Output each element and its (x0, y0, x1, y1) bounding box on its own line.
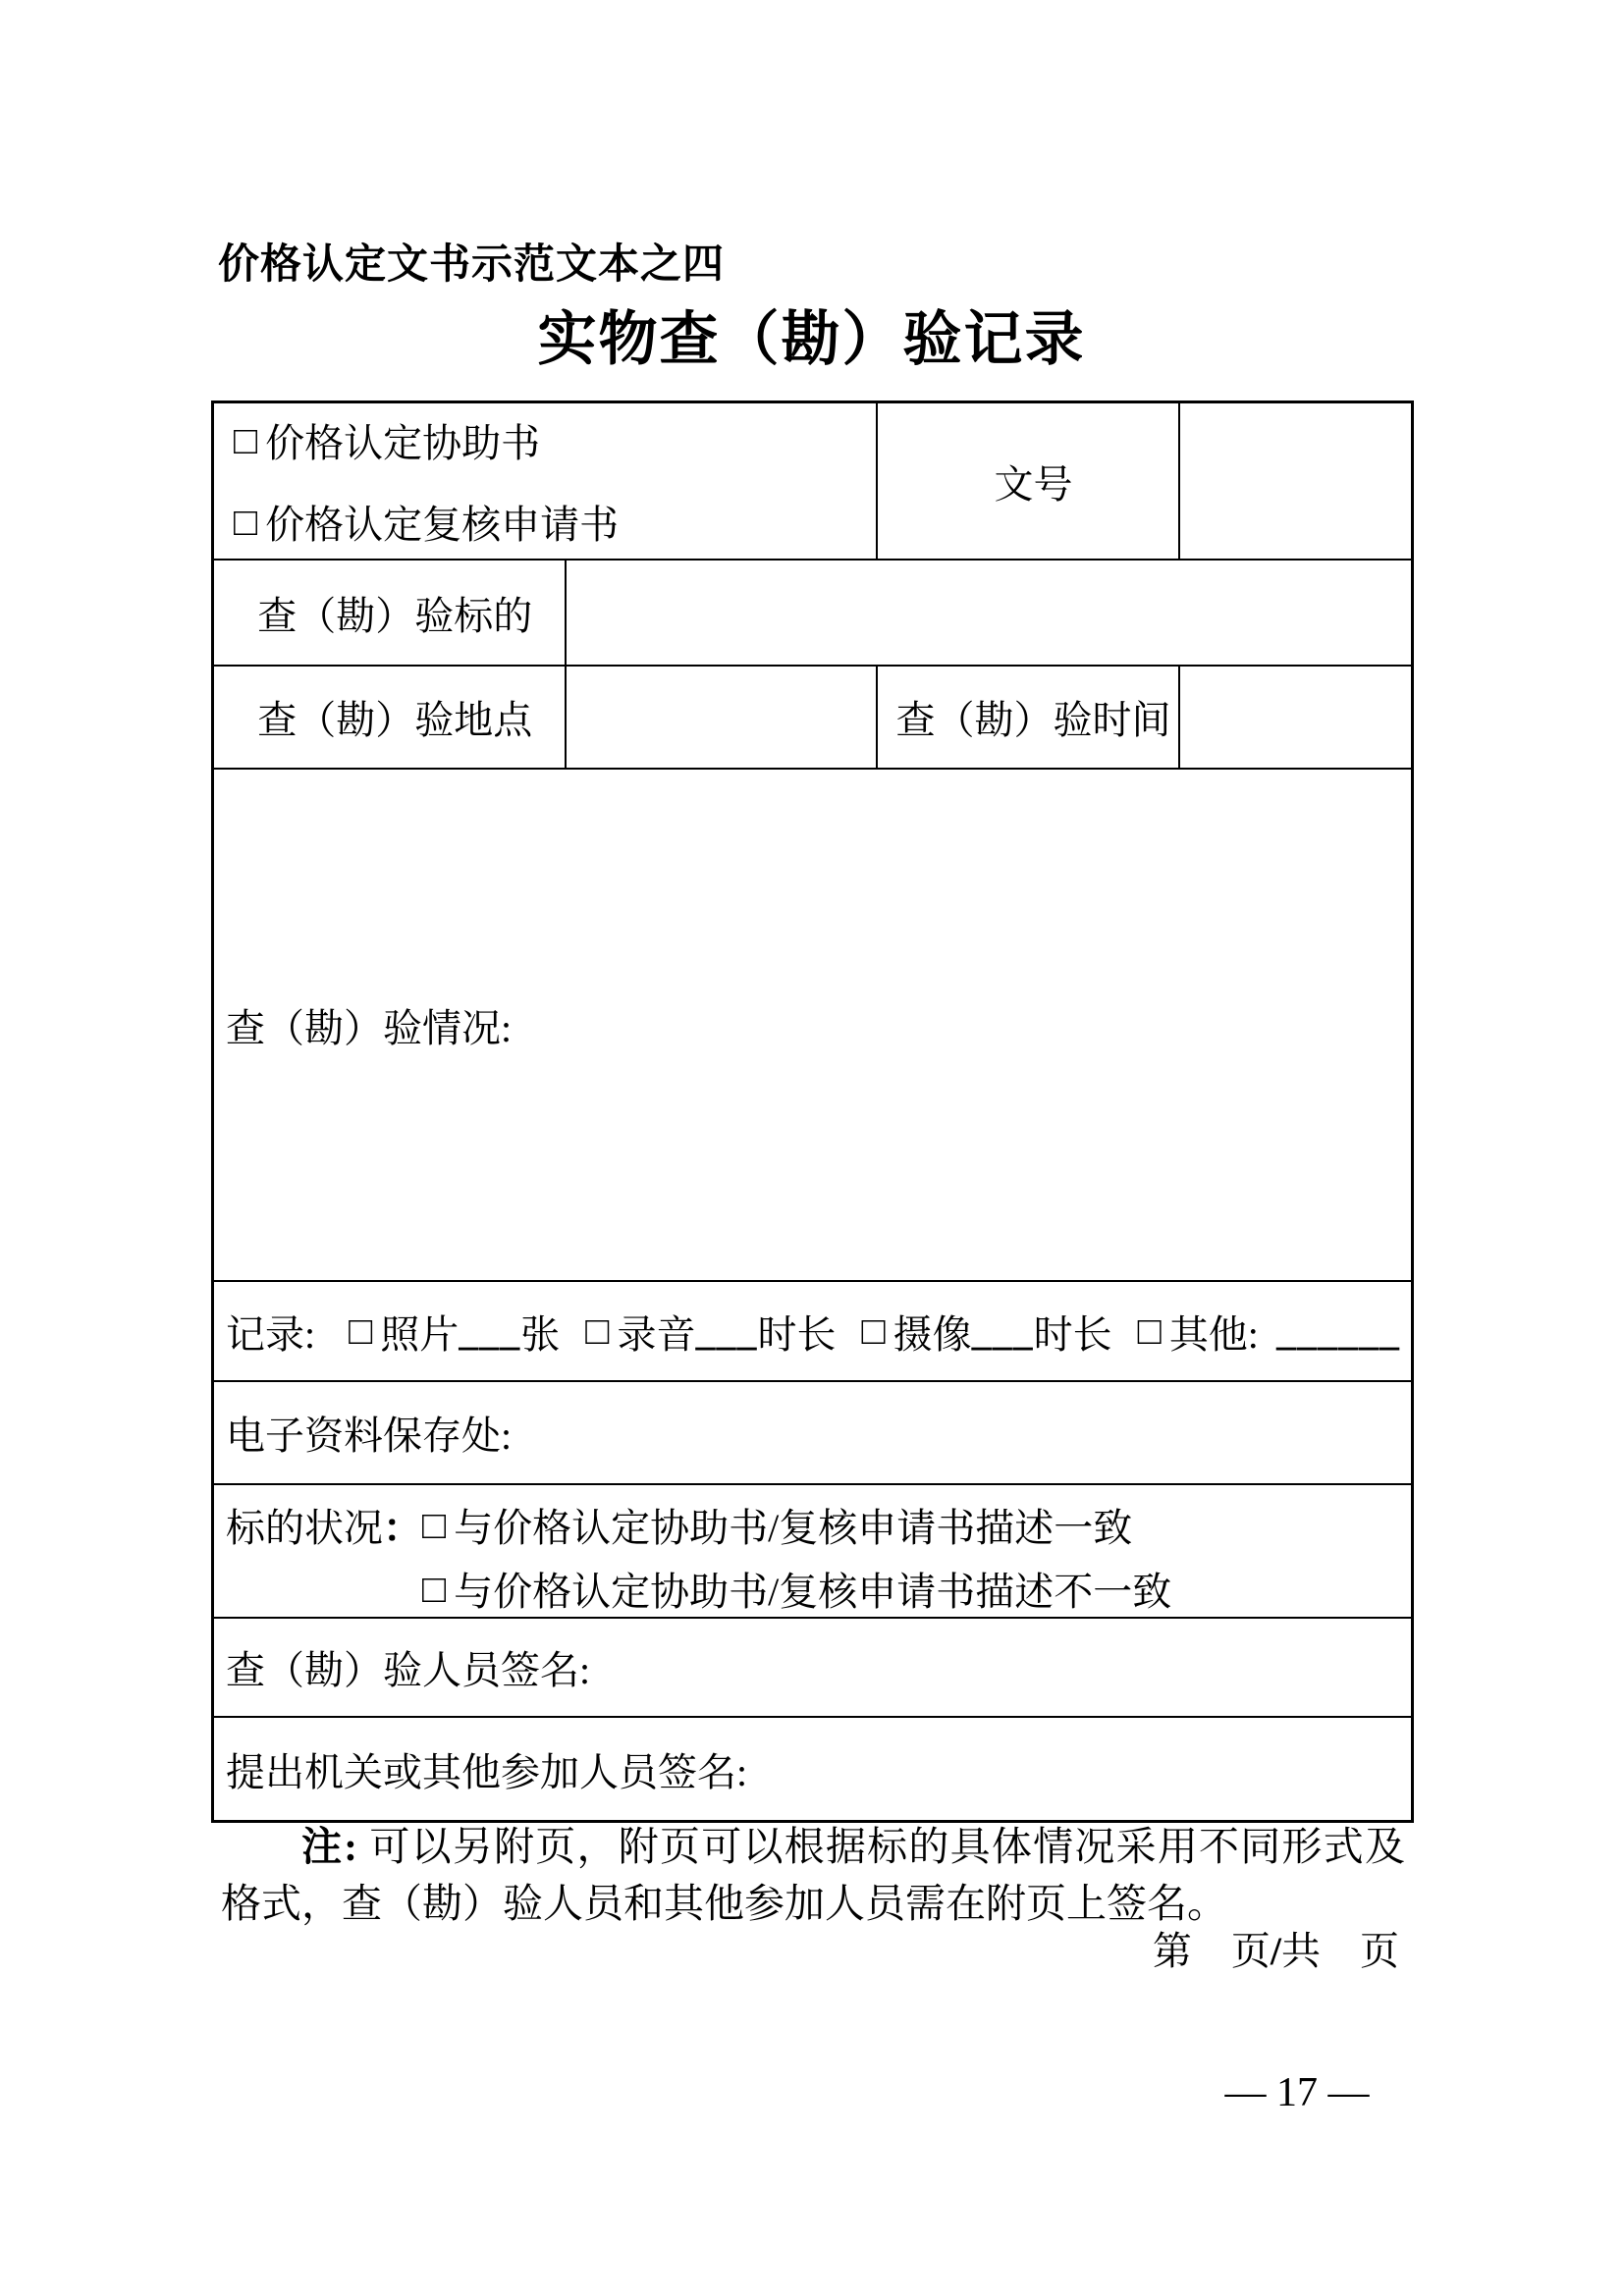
checkbox-icon: □ (234, 417, 258, 462)
row-source-doc (213, 402, 1413, 561)
footnote (221, 1818, 1405, 1932)
doc-no-label-cell: 文号 (877, 402, 1179, 561)
checkbox-icon: □ (585, 1308, 610, 1353)
record-item-name: 录音 (617, 1311, 696, 1357)
storage-label: 电子资料保存处: (226, 1414, 513, 1458)
target-value-cell (566, 560, 1413, 666)
other-signature-cell (213, 1717, 1413, 1822)
condition-option-label: 与价格认定协助书/复核申请书描述一致 (454, 1506, 1133, 1550)
fill-in-blank: ___ (459, 1308, 521, 1354)
pagination-left: 第 页 (1152, 1929, 1271, 1973)
other-signature-label: 提出机关或其他参加人员签名: (226, 1749, 748, 1794)
row-storage (213, 1381, 1413, 1484)
record-label: 记录: (226, 1311, 316, 1357)
document-series-label: 价格认定文书示范文本之四 (218, 240, 726, 287)
record-item-video (861, 1304, 1111, 1360)
record-item-name: 其他: (1168, 1311, 1259, 1357)
source-doc-option-assist (234, 412, 876, 468)
source-doc-option-label: 价格认定协助书 (265, 421, 541, 465)
condition-option-mismatch (422, 1561, 1171, 1617)
checkbox-icon: □ (422, 1566, 447, 1611)
checkbox-icon: □ (422, 1502, 447, 1547)
row-inspector-signature (213, 1618, 1413, 1717)
row-target (213, 560, 1413, 666)
record-item-photo (349, 1304, 560, 1360)
record-item-other (1138, 1304, 1400, 1360)
page-title: 实物查（勘）验记录 (537, 307, 1086, 372)
fill-in-blank: ___ (695, 1308, 758, 1354)
row-other-signature (213, 1717, 1413, 1822)
checkbox-icon: □ (1137, 1308, 1162, 1353)
condition-option-label: 与价格认定协助书/复核申请书描述不一致 (454, 1570, 1172, 1614)
source-doc-option-label: 价格认定复核申请书 (265, 503, 620, 547)
doc-no-value-cell (1179, 402, 1413, 561)
inspector-signature-label: 查（勘）验人员签名: (226, 1648, 591, 1692)
record-item-audio (585, 1304, 836, 1360)
target-label-cell: 查（勘）验标的 (213, 560, 566, 666)
checkbox-icon: □ (861, 1308, 886, 1353)
situation-cell (213, 769, 1413, 1281)
fill-in-blank: ______ (1275, 1308, 1400, 1354)
checkbox-icon: □ (349, 1308, 373, 1353)
inspector-signature-cell (213, 1618, 1413, 1717)
record-cell (213, 1281, 1413, 1381)
condition-option-match (422, 1497, 1171, 1553)
situation-label: 查（勘）验情况: (226, 1005, 513, 1050)
row-record (213, 1281, 1413, 1381)
fill-in-blank: ___ (971, 1308, 1034, 1354)
footnote-label: 注: (301, 1824, 358, 1869)
condition-cell (213, 1484, 1413, 1618)
condition-label: 标的状况： (226, 1506, 422, 1550)
row-situation (213, 769, 1413, 1281)
checkbox-icon: □ (234, 499, 258, 544)
storage-cell (213, 1381, 1413, 1484)
source-doc-cell (213, 402, 877, 561)
record-item-unit: 时长 (1033, 1311, 1112, 1357)
source-doc-option-review (234, 494, 876, 550)
record-item-unit: 时长 (757, 1311, 837, 1357)
record-item-name: 摄像 (893, 1311, 972, 1357)
time-label-cell: 查（勘）验时间 (877, 666, 1179, 769)
time-value-cell (1179, 666, 1413, 769)
record-item-name: 照片 (380, 1311, 460, 1357)
page-number: — 17 — (1224, 2070, 1370, 2115)
footnote-text: 可以另附页，附页可以根据标的具体情况采用不同形式及格式，查（勘）验人员和其他参加人员需在附页上签名。 (221, 1824, 1405, 1927)
pagination-line (1153, 1920, 1399, 1976)
pagination-right: 共 页 (1281, 1929, 1399, 1973)
location-label-cell: 查（勘）验地点 (213, 666, 566, 769)
row-condition (213, 1484, 1413, 1618)
row-location-time (213, 666, 1413, 769)
location-value-cell (566, 666, 877, 769)
pagination-slash: / (1270, 1929, 1281, 1973)
record-item-unit: 张 (520, 1311, 561, 1357)
inspection-form-table (211, 400, 1414, 1823)
